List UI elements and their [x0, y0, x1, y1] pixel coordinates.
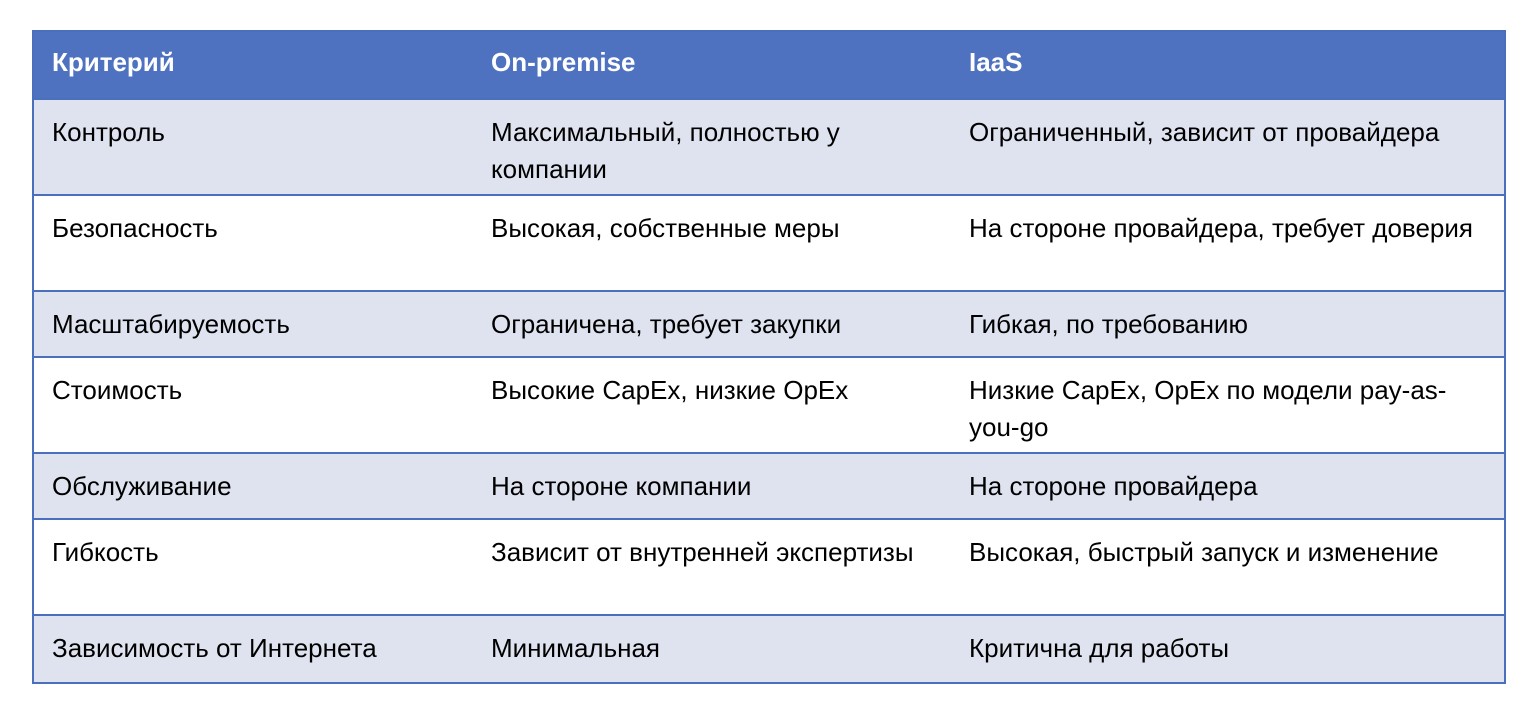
on-premise-cell: Высокие CapEx, низкие OpEx	[491, 375, 849, 405]
on-premise-cell: Максимальный, полностью у компании	[491, 117, 840, 184]
iaas-cell: На стороне провайдера, требует доверия	[969, 213, 1473, 243]
iaas-cell: Ограниченный, зависит от провайдера	[969, 117, 1440, 147]
iaas-cell: Высокая, быстрый запуск и изменение	[969, 537, 1439, 567]
criterion-cell: Контроль	[52, 117, 165, 147]
iaas-cell: Низкие CapEx, OpEx по модели pay-as-you-go	[969, 375, 1447, 442]
iaas-cell: На стороне провайдера	[969, 471, 1258, 501]
header-on-premise: On-premise	[491, 47, 636, 77]
iaas-cell: Критична для работы	[969, 633, 1230, 663]
table-row	[34, 196, 1504, 292]
criterion-cell: Обслуживание	[52, 471, 232, 501]
criterion-cell: Стоимость	[52, 375, 183, 405]
table-row	[34, 100, 1504, 196]
criterion-cell: Масштабируемость	[52, 309, 290, 339]
on-premise-cell: Минимальная	[491, 633, 661, 663]
table-row	[34, 454, 1504, 520]
table-row	[34, 292, 1504, 358]
table-row	[34, 616, 1504, 682]
on-premise-cell: Зависит от внутренней экспертизы	[491, 537, 914, 567]
criterion-cell: Зависимость от Интернета	[52, 633, 377, 663]
on-premise-cell: На стороне компании	[491, 471, 752, 501]
table-row	[34, 520, 1504, 616]
iaas-cell: Гибкая, по требованию	[969, 309, 1248, 339]
on-premise-cell: Высокая, собственные меры	[491, 213, 840, 243]
header-iaas: IaaS	[969, 47, 1023, 77]
header-criterion: Критерий	[52, 47, 175, 77]
criterion-cell: Гибкость	[52, 537, 159, 567]
on-premise-cell: Ограничена, требует закупки	[491, 309, 842, 339]
table-row	[34, 358, 1504, 454]
table-header-row	[34, 32, 1504, 100]
criterion-cell: Безопасность	[52, 213, 218, 243]
comparison-table	[32, 30, 1506, 684]
